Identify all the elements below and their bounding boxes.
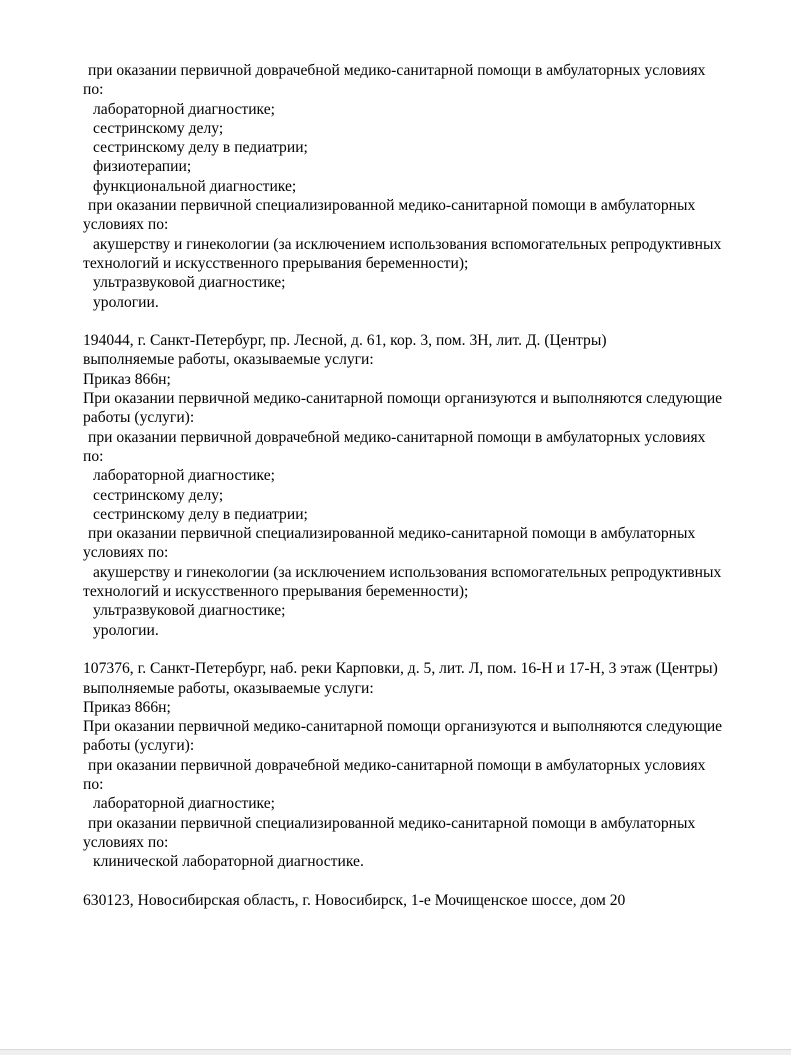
- document-line: При оказании первичной медико-санитарной помощи организуются и выполняются следующие: [83, 390, 723, 408]
- document-line: функциональной диагностике;: [93, 177, 297, 195]
- license-section: [83, 331, 751, 640]
- license-section: [83, 61, 751, 312]
- document-line: лабораторной диагностике;: [93, 467, 275, 485]
- document-line: по:: [83, 81, 104, 99]
- document-line: сестринскому делу;: [93, 119, 224, 137]
- document-line: условиях по:: [83, 216, 169, 234]
- document-line: выполняемые работы, оказываемые услуги:: [83, 679, 374, 697]
- document-line: сестринскому делу в педиатрии;: [93, 139, 308, 157]
- document-line: по:: [83, 447, 104, 465]
- document-line: Приказ 866н;: [83, 698, 171, 716]
- document-line: выполняемые работы, оказываемые услуги:: [83, 351, 374, 369]
- document-line: при оказании первичной специализированной медико-санитарной помощи в амбулаторных: [88, 525, 696, 543]
- document-line: по:: [83, 775, 104, 793]
- horizontal-scrollbar[interactable]: [0, 1049, 791, 1055]
- document-line: Приказ 866н;: [83, 370, 171, 388]
- document-line: при оказании первичной доврачебной медико-санитарной помощи в амбулаторных условиях: [88, 756, 706, 774]
- document-line: технологий и искусственного прерывания беременности);: [83, 583, 469, 601]
- document-line: урологии.: [93, 293, 159, 311]
- document-line: 107376, г. Санкт-Петербург, наб. реки Карповки, д. 5, лит. Л, пом. 16-Н и 17-Н, 3 этаж (Центры): [83, 660, 718, 678]
- document-line: работы (услуги):: [83, 409, 195, 427]
- document-line: акушерству и гинекологии (за исключением использования вспомогательных репродуктивных: [93, 563, 722, 581]
- document-line: клинической лабораторной диагностике.: [93, 853, 364, 871]
- document-line: 194044, г. Санкт-Петербург, пр. Лесной, д. 61, кор. 3, пом. 3Н, лит. Д. (Центры): [83, 332, 607, 350]
- document-line: условиях по:: [83, 833, 169, 851]
- document-line: сестринскому делу;: [93, 486, 224, 504]
- document-line: ультразвуковой диагностике;: [93, 602, 286, 620]
- license-text-body: [83, 61, 751, 910]
- document-line: условиях по:: [83, 544, 169, 562]
- document-line: акушерству и гинекологии (за исключением использования вспомогательных репродуктивных: [93, 235, 722, 253]
- document-line: ультразвуковой диагностике;: [93, 274, 286, 292]
- document-line: урологии.: [93, 621, 159, 639]
- document-line: 630123, Новосибирская область, г. Новосибирск, 1-е Мочищенское шоссе, дом 20: [83, 891, 626, 909]
- document-line: физиотерапии;: [93, 158, 192, 176]
- document-line: при оказании первичной доврачебной медико-санитарной помощи в амбулаторных условиях: [88, 62, 706, 79]
- document-line: лабораторной диагностике;: [93, 795, 275, 813]
- license-section: [83, 659, 751, 871]
- document-line: при оказании первичной специализированной медико-санитарной помощи в амбулаторных: [88, 814, 696, 832]
- document-line: при оказании первичной специализированной медико-санитарной помощи в амбулаторных: [88, 197, 696, 215]
- document-line: сестринскому делу в педиатрии;: [93, 505, 308, 523]
- document-line: При оказании первичной медико-санитарной помощи организуются и выполняются следующие: [83, 718, 723, 736]
- document-line: лабораторной диагностике;: [93, 100, 275, 118]
- document-line: работы (услуги):: [83, 737, 195, 755]
- document-line: при оказании первичной доврачебной медико-санитарной помощи в амбулаторных условиях: [88, 428, 706, 446]
- license-section: [83, 891, 751, 910]
- document-line: технологий и искусственного прерывания беременности);: [83, 254, 469, 272]
